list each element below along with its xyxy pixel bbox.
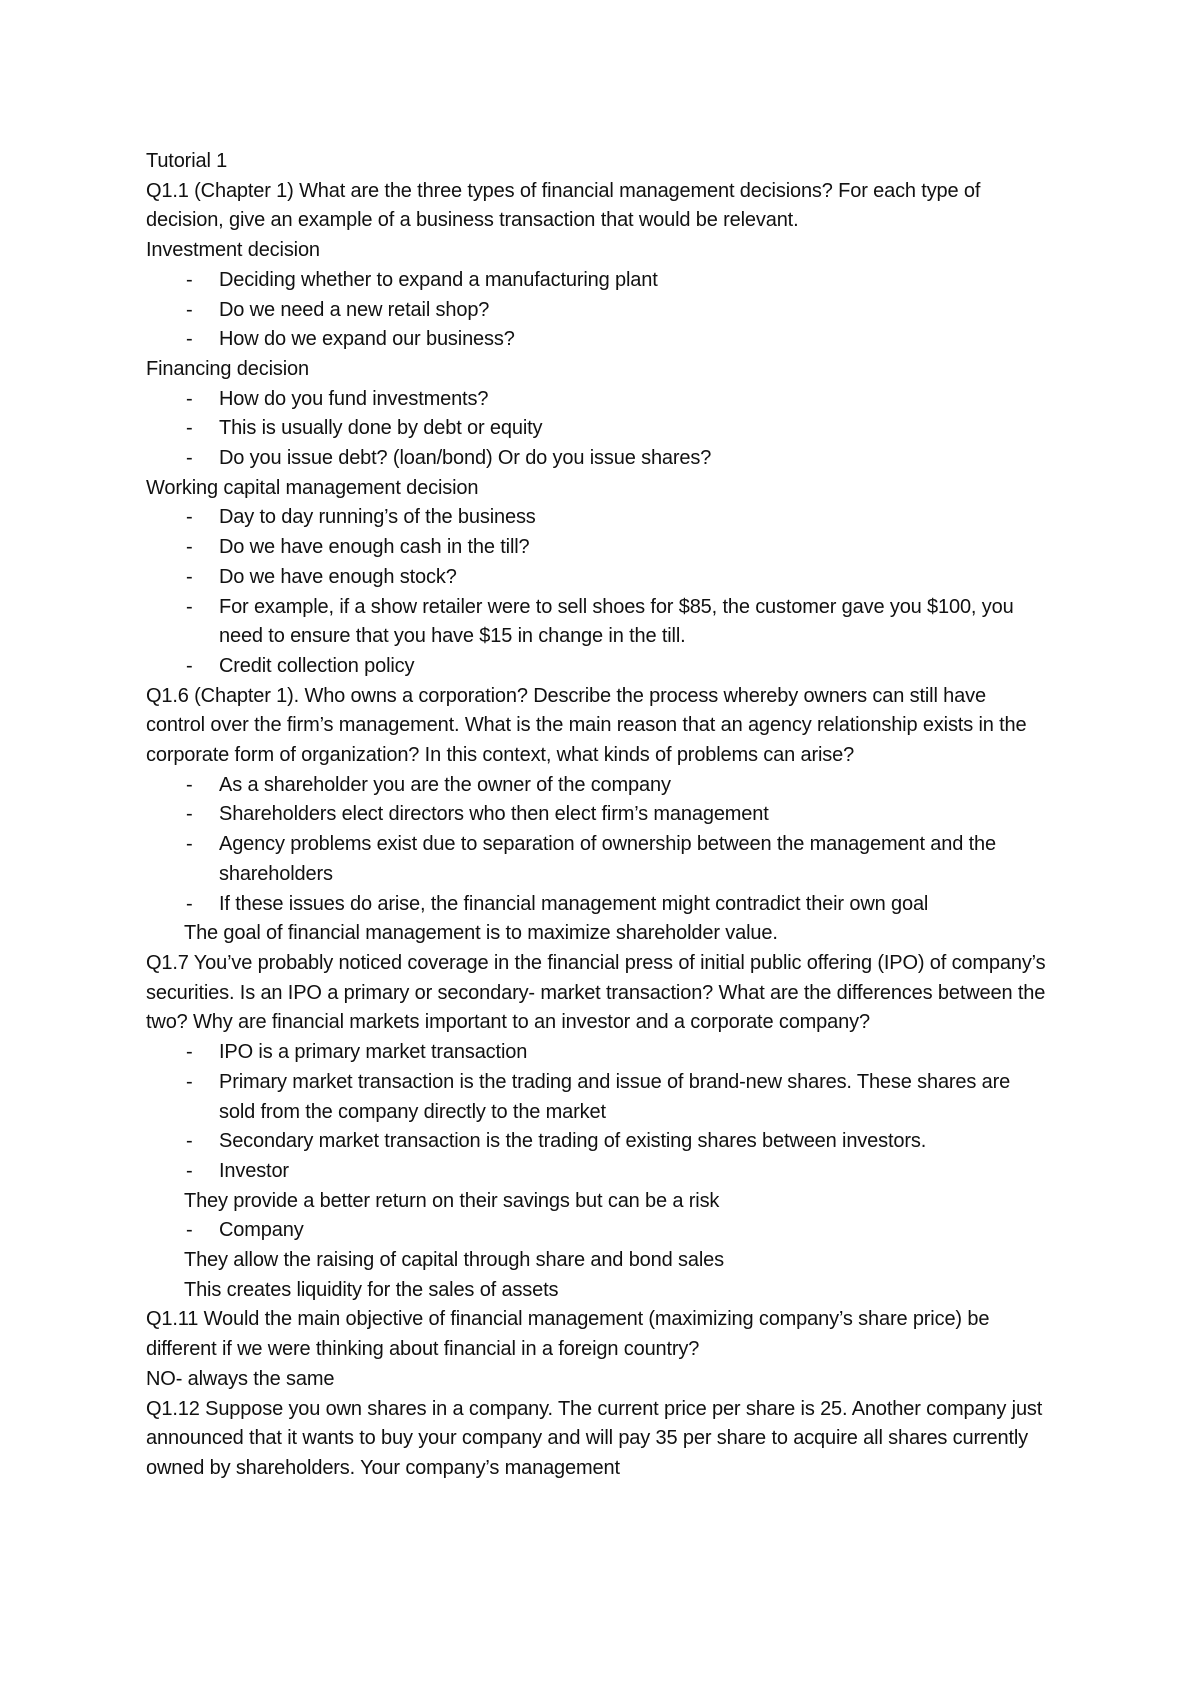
list-item	[146, 414, 1046, 444]
question-q1-6: Q1.6 (Chapter 1). Who owns a corporation? Describe the process whereby owners can still have control over the firm’s management. What is the main reason that an agency relationship exists in the corporate form of organization? In this context, what kinds of problems can arise?	[146, 684, 1027, 767]
list-item	[146, 1038, 1046, 1068]
bullet-dash: -	[186, 565, 193, 588]
section-heading-working-capital: Working capital management decision	[146, 476, 479, 499]
question-q1-11: Q1.11 Would the main objective of financial management (maximizing company’s share price) be different if we were thinking about financial in a foreign country?	[146, 1308, 990, 1361]
list-item-text: For example, if a show retailer were to sell shoes for $85, the customer gave you $100, you need to ensure that you have $15 in change in the till.	[219, 595, 1014, 648]
list-item-text: Credit collection policy	[219, 654, 415, 677]
list-item-text: This is usually done by debt or equity	[219, 417, 543, 440]
indented-note: The goal of financial management is to maximize shareholder value.	[184, 922, 778, 945]
bullet-dash: -	[186, 328, 193, 351]
list-item-text: Do we need a new retail shop?	[219, 298, 490, 321]
list-item	[146, 563, 1046, 593]
list-item	[146, 503, 1046, 533]
bullet-dash: -	[186, 536, 193, 559]
list-item	[146, 890, 1046, 920]
list-item	[146, 652, 1046, 682]
list-item	[146, 593, 1046, 652]
list-item-text: Company	[219, 1219, 304, 1242]
list-item-text: Secondary market transaction is the trading of existing shares between investors.	[219, 1130, 927, 1153]
list-item	[146, 1216, 1046, 1246]
list-item-text: Deciding whether to expand a manufacturing plant	[219, 268, 658, 291]
question-q1-1: Q1.1 (Chapter 1) What are the three types of financial management decisions? For each type of decision, give an example of a business transaction that would be relevant.	[146, 179, 981, 232]
list-item	[146, 1068, 1046, 1127]
list-item	[146, 325, 1046, 355]
list-item-text: Investor	[219, 1159, 289, 1182]
list-item-text: Do we have enough stock?	[219, 565, 457, 588]
tutorial-title: Tutorial 1	[146, 150, 228, 172]
bullet-dash: -	[186, 447, 193, 470]
list-item-text: How do we expand our business?	[219, 328, 515, 351]
question-q1-12: Q1.12 Suppose you own shares in a company. The current price per share is 25. Another company just announced that it wants to buy your company and will pay 35 per share to acquire all shares currently owned by shareholders. Your company’s management	[146, 1397, 1043, 1479]
bullet-dash: -	[186, 387, 193, 410]
indented-note: They provide a better return on their savings but can be a risk	[184, 1189, 720, 1212]
list-item-text: Agency problems exist due to separation of ownership between the management and the shareholders	[219, 833, 996, 885]
bullet-dash: -	[186, 803, 193, 826]
section-heading-financing: Financing decision	[146, 357, 309, 380]
document-body	[146, 147, 1046, 1484]
bullet-dash: -	[186, 595, 193, 618]
bullet-dash: -	[186, 417, 193, 440]
list-item-text: Shareholders elect directors who then elect firm’s management	[219, 803, 769, 826]
bullet-dash: -	[186, 268, 193, 291]
list-item-text: Do you issue debt? (loan/bond) Or do you issue shares?	[219, 447, 712, 470]
section-heading-investment: Investment decision	[146, 239, 320, 262]
list-item-text: If these issues do arise, the financial management might contradict their own goal	[219, 892, 929, 915]
list-item	[146, 266, 1046, 296]
bullet-dash: -	[186, 1159, 193, 1182]
list-item	[146, 771, 1046, 801]
bullet-dash: -	[186, 833, 193, 856]
list-item-text: Day to day running’s of the business	[219, 506, 536, 529]
bullet-dash: -	[186, 654, 193, 677]
bullet-dash: -	[186, 1041, 193, 1064]
list-item-text: Do we have enough cash in the till?	[219, 536, 530, 559]
list-item	[146, 1127, 1046, 1157]
list-item	[146, 830, 1046, 889]
list-item-text: As a shareholder you are the owner of the company	[219, 773, 671, 796]
list-item-text: How do you fund investments?	[219, 387, 489, 410]
list-item	[146, 296, 1046, 326]
bullet-dash: -	[186, 1219, 193, 1242]
answer-q1-11: NO- always the same	[146, 1367, 335, 1390]
list-item	[146, 385, 1046, 415]
question-q1-7: Q1.7 You’ve probably noticed coverage in the financial press of initial public offering (IPO) of company’s securities. Is an IPO a primary or secondary- market transaction? What are the differences between the two? Why are financial markets important to an investor and a corporate company?	[146, 951, 1046, 1034]
bullet-dash: -	[186, 773, 193, 796]
list-item	[146, 444, 1046, 474]
bullet-dash: -	[186, 1070, 193, 1093]
list-item	[146, 1157, 1046, 1187]
bullet-dash: -	[186, 506, 193, 529]
list-item	[146, 800, 1046, 830]
bullet-dash: -	[186, 298, 193, 321]
list-item-text: Primary market transaction is the trading and issue of brand-new shares. These shares are sold from the company directly to the market	[219, 1070, 1011, 1123]
bullet-dash: -	[186, 892, 193, 915]
bullet-dash: -	[186, 1130, 193, 1153]
indented-note: This creates liquidity for the sales of assets	[184, 1278, 559, 1301]
list-item	[146, 533, 1046, 563]
indented-note: They allow the raising of capital through share and bond sales	[184, 1249, 724, 1272]
list-item-text: IPO is a primary market transaction	[219, 1041, 528, 1064]
